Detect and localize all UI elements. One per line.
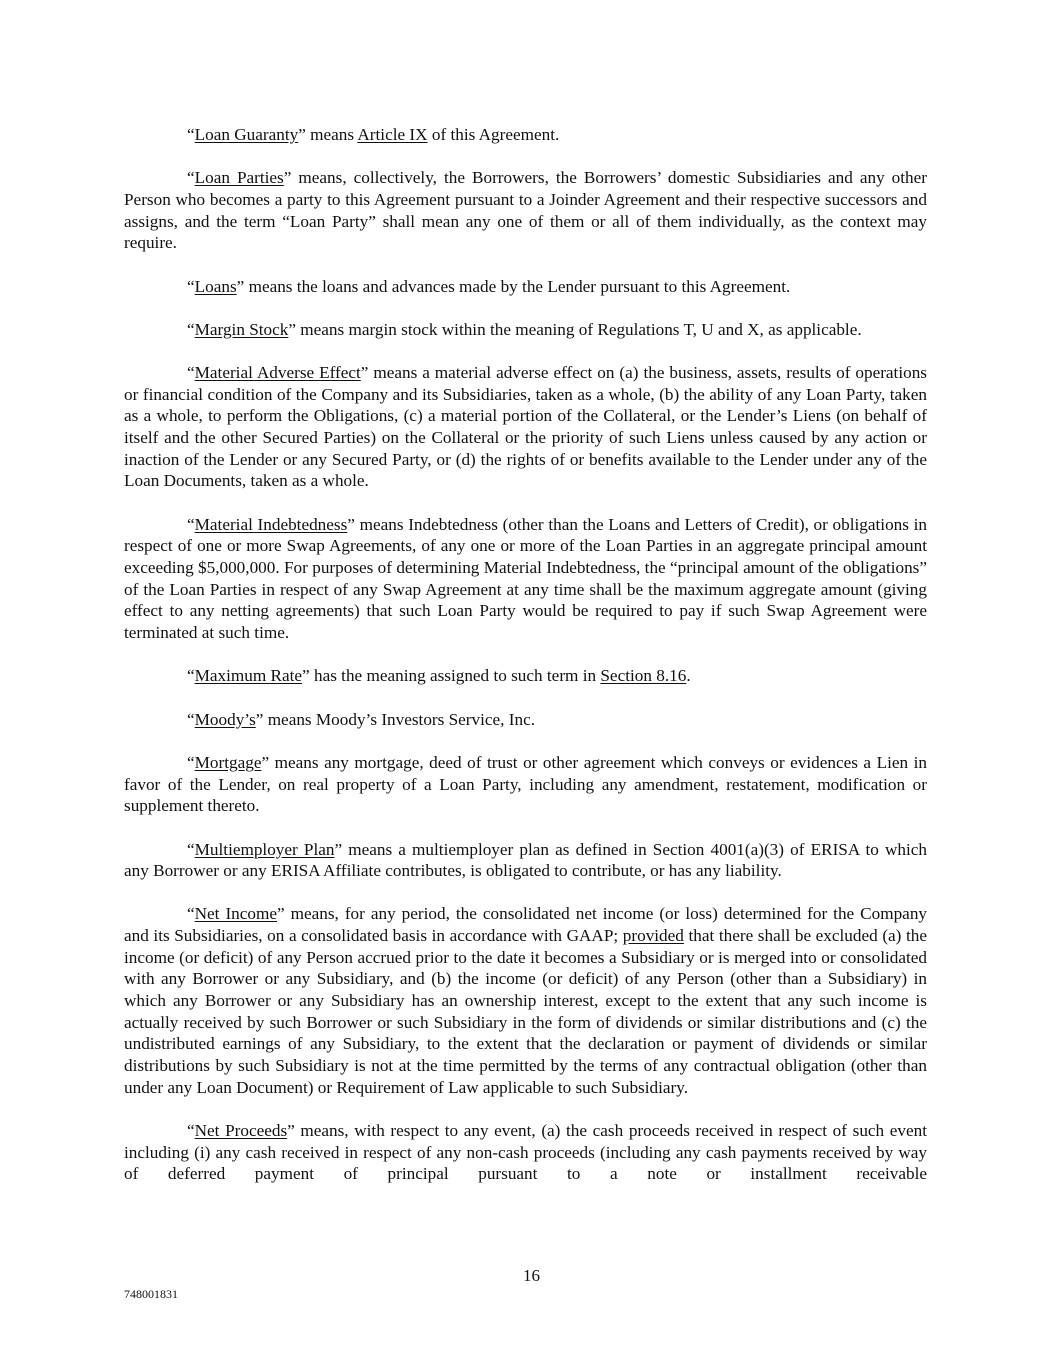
definition-loans [124, 276, 927, 298]
definition-material-indebtedness [124, 514, 927, 644]
paragraph-text: ” means margin stock within the meaning of Regulations T, U and X, as applicable. [288, 319, 862, 339]
paragraph-text: “ [187, 1121, 195, 1141]
defined-term: provided [622, 926, 684, 946]
definition-net-income [124, 903, 927, 1098]
defined-term: Net Income [194, 904, 277, 924]
defined-term: Multiemployer Plan [194, 839, 335, 859]
paragraph-text: ” means the loans and advances made by the Lender pursuant to this Agreement. [236, 276, 791, 296]
defined-term: Loan Parties [194, 168, 284, 188]
paragraph-text: ” has the meaning assigned to such term in [302, 666, 601, 686]
defined-term: Moody’s [194, 709, 256, 729]
paragraph-text: ” means [298, 125, 358, 144]
paragraph-text: ” means, collectively, the Borrowers, the Borrowers’ domestic Subsidiaries and any other Person who becomes a party to this Agreement pursuant to a Joinder Agreement and their respective successors and assigns, and the term “Loan Party” shall mean any one of them or all of them individually, as the context may require. [124, 168, 927, 253]
paragraph-text: ” means Indebtedness (other than the Loans and Letters of Credit), or obligations in respect of one or more Swap Agreements, of any one or more of the Loan Parties in an aggregate principal amount exceeding $5,000,000. For purposes of determining Material Indebtedness, the “principal amount of the obligations” of the Loan Parties in respect of any Swap Agreement at any time shall be the maximum aggregate amount (giving effect to any netting agreements) that such Loan Party would be required to pay if such Swap Agreement were terminated at such time. [124, 514, 927, 643]
paragraph-text: ” means any mortgage, deed of trust or other agreement which conveys or evidences a Lien in favor of the Lender, on real property of a Loan Party, including any amendment, restatement, modification or supplement thereto. [124, 752, 927, 816]
page-number: 16 [523, 1266, 540, 1285]
definition-material-adverse-effect [124, 362, 927, 492]
defined-term: Loans [194, 276, 237, 296]
paragraph-text: ” means a multiemployer plan as defined in Section 4001(a)(3) of ERISA to which any Borrower or any ERISA Affiliate contributes, is obligated to contribute, or has any liability. [124, 839, 927, 881]
defined-term: Margin Stock [194, 319, 289, 339]
paragraph-text: of this Agreement. [427, 125, 560, 144]
paragraph-text: “ [187, 709, 195, 729]
paragraph-text: “ [187, 666, 195, 686]
paragraph-text: “ [187, 276, 195, 296]
defined-term: Section 8.16 [600, 666, 687, 686]
document-body [124, 124, 927, 1207]
paragraph-text: “ [187, 319, 195, 339]
paragraph-text: ” means, for any period, the consolidated net income (or loss) determined for the Company and its Subsidiaries, on a consolidated basis in accordance with GAAP; [124, 904, 928, 946]
paragraph-text: “ [187, 168, 195, 188]
definition-moodys [124, 709, 927, 731]
definition-maximum-rate [124, 665, 927, 687]
defined-term: Mortgage [194, 752, 262, 772]
document-id: 748001831 [124, 1287, 178, 1301]
definition-margin-stock [124, 319, 927, 341]
definition-loan-parties [124, 167, 927, 254]
defined-term: Article IX [357, 125, 428, 144]
defined-term: Loan Guaranty [194, 125, 299, 144]
definition-net-proceeds [124, 1120, 927, 1185]
paragraph-text: ” means, with respect to any event, (a) the cash proceeds received in respect of such event including (i) any cash received in respect of any non-cash proceeds (including any cash payments received by way of deferred payment of principal pursuant to a note or installment receivable [124, 1121, 927, 1184]
paragraph-text: “ [187, 904, 195, 924]
defined-term: Net Proceeds [194, 1121, 288, 1141]
definition-multiemployer-plan [124, 839, 927, 882]
paragraph-text: “ [187, 363, 195, 383]
paragraph-text: “ [187, 514, 195, 534]
paragraph-text: that there shall be excluded (a) the income (or deficit) of any Person accrued prior to the date it becomes a Subsidiary or is merged into or consolidated with any Borrower or any Subsidiary, and (b) the income (or deficit) of any Person (other than a Subsidiary) in which any Borrower or any Subsidiary has an ownership interest, except to the extent that any such income is actually received by such Borrower or such Subsidiary in the form of dividends or similar distributions and (c) the undistributed earnings of any Subsidiary, to the extent that the declaration or payment of dividends or similar distributions by such Subsidiary is not at the time permitted by the terms of any contractual obligation (other than under any Loan Document) or Requirement of Law applicable to such Subsidiary. [124, 926, 927, 1097]
paragraph-text: “ [187, 125, 195, 144]
paragraph-text: ” means Moody’s Investors Service, Inc. [255, 709, 535, 729]
paragraph-text: . [686, 666, 691, 686]
defined-term: Material Indebtedness [194, 514, 348, 534]
paragraph-text: “ [187, 839, 195, 859]
definition-mortgage [124, 752, 927, 817]
paragraph-text: ” means a material adverse effect on (a) the business, assets, results of operations or financial condition of the Company and its Subsidiaries, taken as a whole, (b) the ability of any Loan Party, taken as a whole, to perform the Obligations, (c) a material portion of the Collateral, or the Lender’s Liens (on behalf of itself and the other Secured Parties) on the Collateral or the priority of such Liens unless caused by any action or inaction of the Lender or any Secured Party, or (d) the rights of or benefits available to the Lender under any of the Loan Documents, taken as a whole. [124, 363, 927, 491]
defined-term: Material Adverse Effect [194, 363, 361, 383]
definition-loan-guaranty [124, 124, 927, 146]
defined-term: Maximum Rate [194, 666, 303, 686]
paragraph-text: “ [187, 752, 195, 772]
